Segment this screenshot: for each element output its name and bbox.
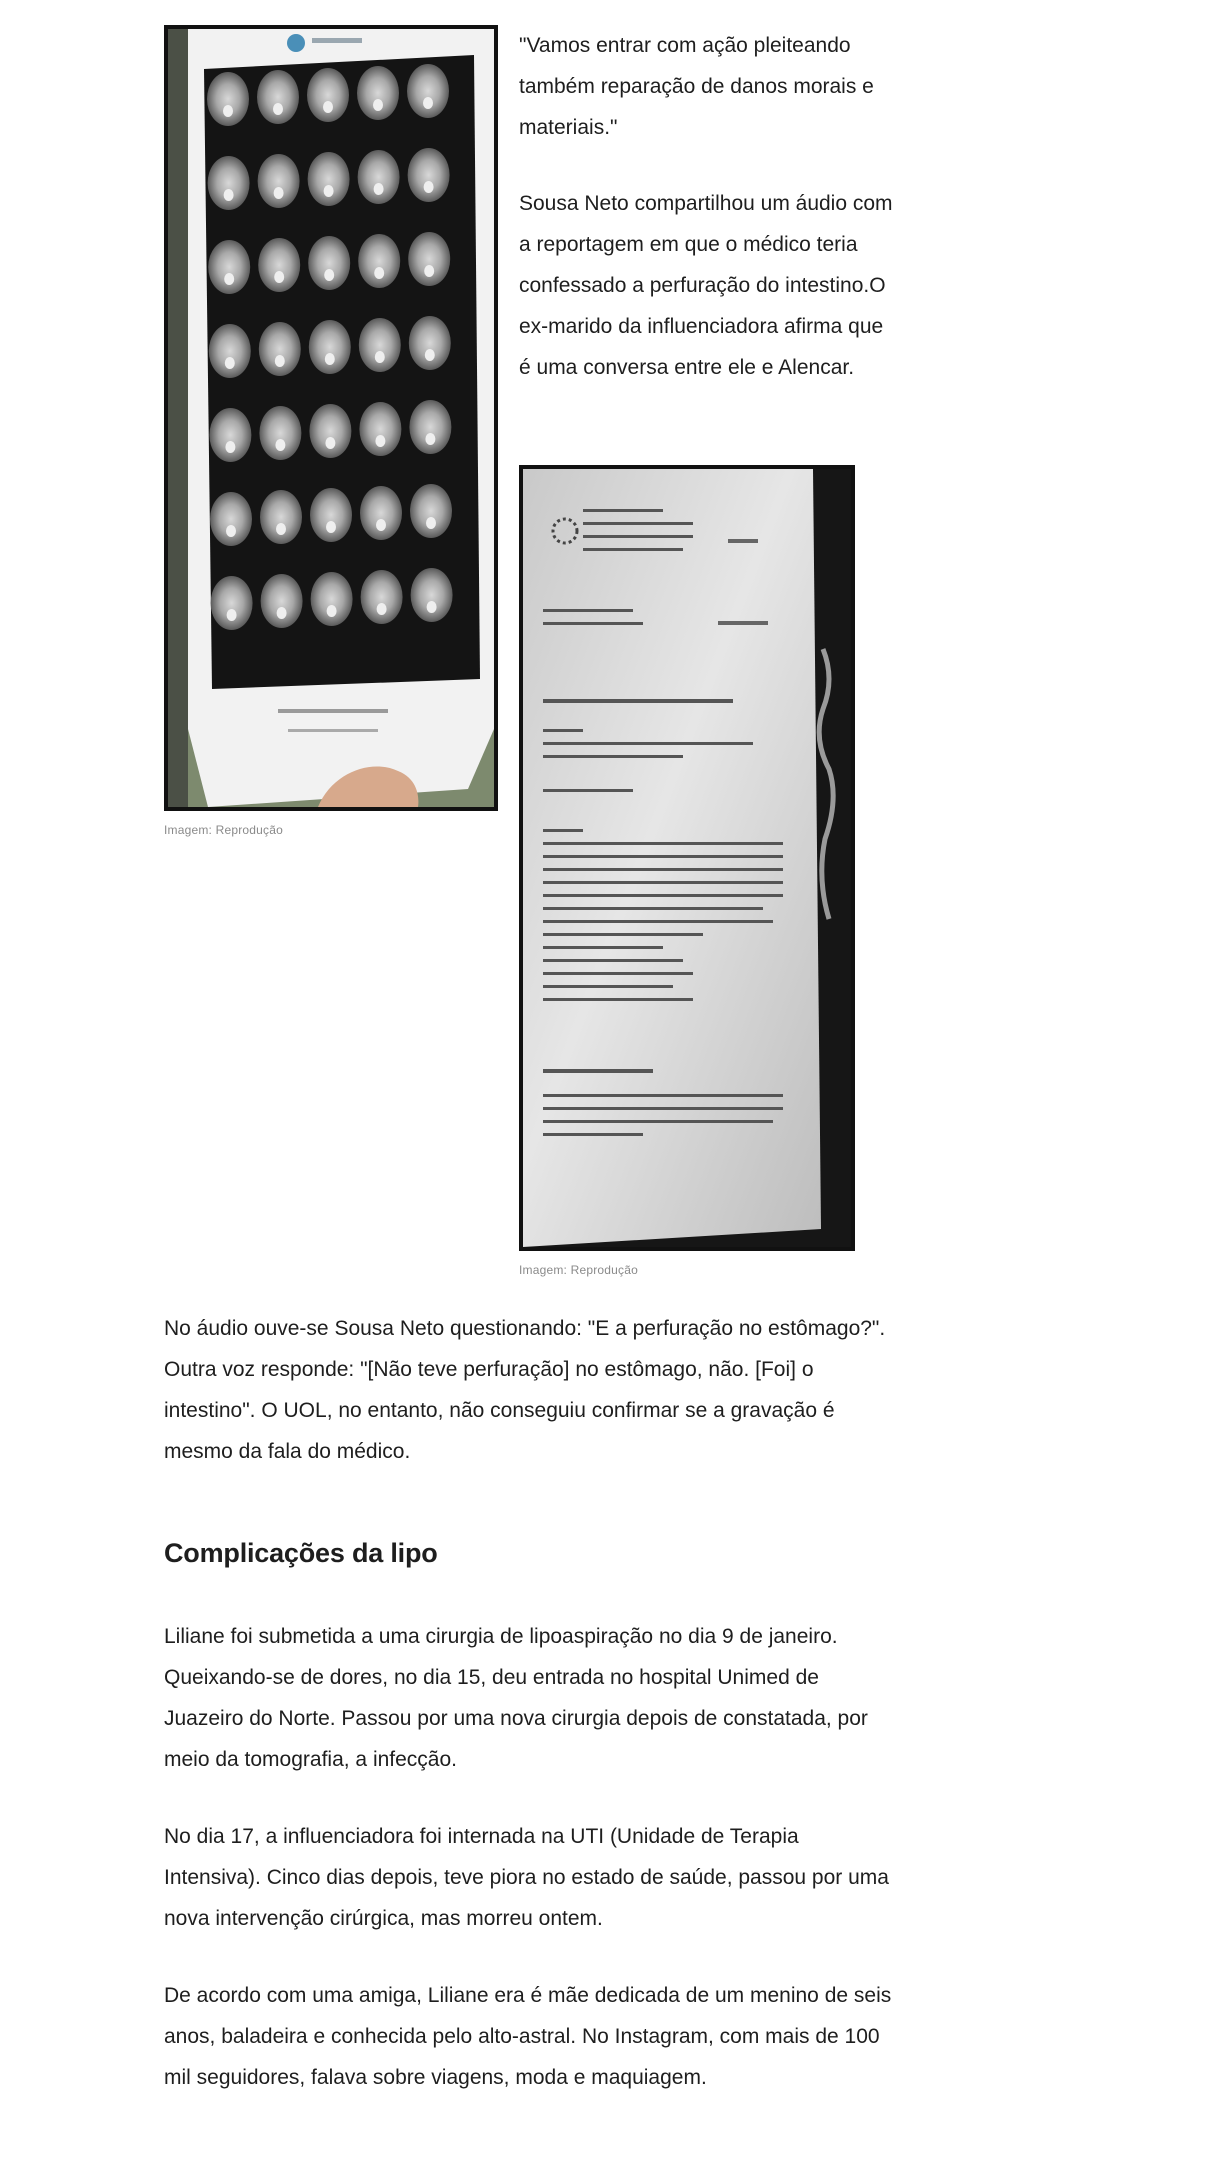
- ct-slice-spine: [275, 355, 285, 367]
- ct-slice-spine: [377, 603, 387, 615]
- ct-slice: [409, 316, 451, 370]
- section-heading: Complicações da lipo: [164, 1538, 438, 1568]
- ct-slice-spine: [424, 265, 434, 277]
- ct-slice: [208, 240, 250, 294]
- ct-slice: [358, 150, 400, 204]
- ct-slice: [309, 404, 351, 458]
- ct-slice: [309, 320, 351, 374]
- report-text-line: [543, 998, 693, 1001]
- ct-slice: [361, 570, 403, 624]
- ct-slice-spine: [325, 437, 335, 449]
- ct-slice: [210, 492, 252, 546]
- report-text-line: [543, 868, 783, 871]
- figure-report: [519, 465, 855, 1277]
- ct-slice: [209, 408, 251, 462]
- ct-slice: [308, 152, 350, 206]
- report-text-line: [583, 548, 683, 551]
- ct-slice: [409, 400, 451, 454]
- ct-slice-spine: [424, 181, 434, 193]
- ct-slice-spine: [277, 607, 287, 619]
- ct-slice-spine: [375, 435, 385, 447]
- ct-slice-spine: [224, 273, 234, 285]
- paragraph-audio-detail: No áudio ouve-se Sousa Neto questionando: "E a perfuração no estômago?". Outra voz responde: "[Não teve perfuração] no estômago, não. [Foi] o intestino". O UOL, no entanto, não conseguiu confirmar se a gravação é mesmo da fala do médico.: [164, 1317, 886, 1463]
- report-text-line: [543, 985, 673, 988]
- ct-slice-spine: [426, 517, 436, 529]
- report-text-line: [543, 1069, 653, 1073]
- ct-slice: [209, 324, 251, 378]
- ct-slice: [410, 484, 452, 538]
- figure-ct-scan: [164, 25, 498, 837]
- ct-slice-spine: [425, 349, 435, 361]
- report-text-line: [543, 742, 753, 745]
- ct-slice-spine: [224, 189, 234, 201]
- ct-scan-illustration: [168, 29, 494, 807]
- report-text-line: [583, 522, 693, 525]
- ct-slice-spine: [223, 105, 233, 117]
- ct-slice: [257, 70, 299, 124]
- ct-slice: [211, 576, 253, 630]
- ct-slice-spine: [325, 353, 335, 365]
- report-text-line: [543, 855, 783, 858]
- figure-caption: Imagem: Reprodução: [519, 1263, 638, 1277]
- ct-slice: [208, 156, 250, 210]
- report-text-line: [583, 509, 663, 512]
- ct-slice: [359, 402, 401, 456]
- ct-slice-spine: [423, 97, 433, 109]
- ct-slice-spine: [274, 187, 284, 199]
- ct-slice: [258, 238, 300, 292]
- ct-slice-spine: [273, 103, 283, 115]
- ct-slice-spine: [374, 183, 384, 195]
- ct-slice: [408, 232, 450, 286]
- ct-slice-spine: [275, 439, 285, 451]
- ct-slice-spine: [373, 99, 383, 111]
- ct-slice-spine: [375, 351, 385, 363]
- ct-slice: [261, 574, 303, 628]
- paragraph-audio: Sousa Neto compartilhou um áudio com a reportagem em que o médico teria confessado a perfuração do intestino.O ex-marido da influenciadora afirma que é uma conversa entre ele e Alencar.: [519, 192, 893, 379]
- ct-slice: [411, 568, 453, 622]
- report-text-line: [543, 933, 703, 936]
- ct-slice: [360, 486, 402, 540]
- ct-slice-spine: [425, 433, 435, 445]
- report-text-line: [543, 699, 733, 703]
- ct-slice: [308, 236, 350, 290]
- ct-slice: [310, 488, 352, 542]
- ct-slice-spine: [376, 519, 386, 531]
- report-text-line: [543, 1107, 783, 1110]
- report-text-line: [543, 881, 783, 884]
- ct-slice-spine: [324, 269, 334, 281]
- report-text-line: [543, 1120, 773, 1123]
- ct-slice: [259, 322, 301, 376]
- ct-slice-spine: [324, 185, 334, 197]
- report-text-line: [543, 1094, 783, 1097]
- ct-slice-spine: [225, 357, 235, 369]
- paragraph-surgery: Liliane foi submetida a uma cirurgia de lipoaspiração no dia 9 de janeiro. Queixando-se de dores, no dia 15, deu entrada no hospital Unimed de Juazeiro do Norte. Passou por uma nova cirurgia depois de constatada, por meio da tomografia, a infecção.: [164, 1625, 868, 1771]
- ct-slice: [258, 154, 300, 208]
- ct-slice: [407, 64, 449, 118]
- report-text-line: [583, 535, 693, 538]
- ct-slice-spine: [276, 523, 286, 535]
- ct-slice: [311, 572, 353, 626]
- report-text-line: [543, 729, 583, 732]
- report-text-line: [543, 755, 683, 758]
- ct-slice: [358, 234, 400, 288]
- report-image[interactable]: [519, 465, 855, 1251]
- ct-slice-spine: [323, 101, 333, 113]
- report-text-line: [543, 829, 583, 832]
- report-text-line: [543, 946, 663, 949]
- ct-slice: [207, 72, 249, 126]
- report-text-line: [543, 1133, 643, 1136]
- paragraph-profile: De acordo com uma amiga, Liliane era é mãe dedicada de um menino de seis anos, baladeira e conhecida pelo alto-astral. No Instagram, com mais de 100 mil seguidores, falava sobre viagens, moda e maquiagem.: [164, 1984, 892, 2089]
- ct-slice-spine: [226, 525, 236, 537]
- paragraph-quote: "Vamos entrar com ação pleiteando também reparação de danos morais e materiais.": [519, 34, 874, 139]
- report-text-line: [543, 622, 643, 625]
- report-text-line: [543, 959, 683, 962]
- ct-slice: [307, 68, 349, 122]
- ct-slice-spine: [227, 609, 237, 621]
- ct-slice: [408, 148, 450, 202]
- ct-slice-spine: [326, 521, 336, 533]
- ct-slice-spine: [225, 441, 235, 453]
- report-text-line: [543, 972, 693, 975]
- report-illustration: [523, 469, 851, 1247]
- report-text-line: [543, 894, 783, 897]
- report-text-line: [543, 609, 633, 612]
- ct-slice-spine: [274, 271, 284, 283]
- figure-caption: Imagem: Reprodução: [164, 823, 283, 837]
- ct-slice: [260, 490, 302, 544]
- ct-scan-image[interactable]: [164, 25, 498, 811]
- report-text-line: [543, 907, 763, 910]
- ct-slice: [259, 406, 301, 460]
- report-text-line: [543, 789, 633, 792]
- ct-slice-spine: [327, 605, 337, 617]
- paragraph-icu: No dia 17, a influenciadora foi internada na UTI (Unidade de Terapia Intensiva). Cinco dias depois, teve piora no estado de saúde, passou por uma nova intervenção cirúrgica, mas morreu ontem.: [164, 1825, 889, 1930]
- ct-slice: [359, 318, 401, 372]
- report-text-line: [543, 842, 783, 845]
- ct-slice-spine: [427, 601, 437, 613]
- report-text-line: [543, 920, 773, 923]
- ct-slice: [357, 66, 399, 120]
- ct-slice-spine: [374, 267, 384, 279]
